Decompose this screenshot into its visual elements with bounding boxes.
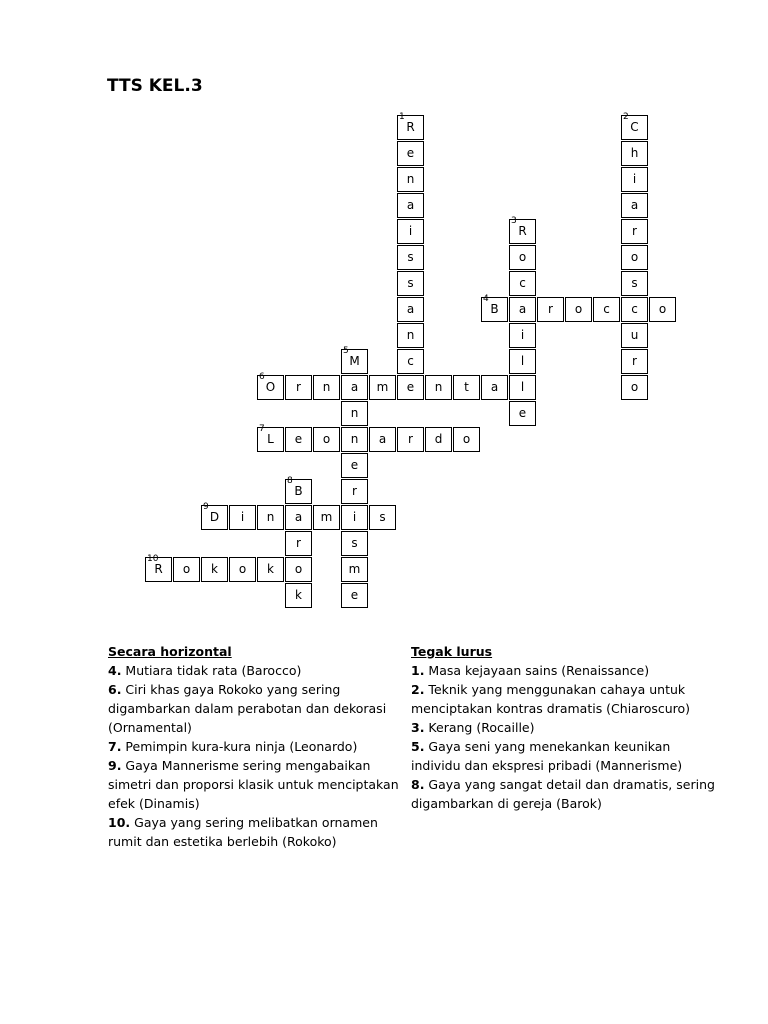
grid-cell (341, 346, 368, 374)
grid-cell (369, 427, 396, 452)
cell-letter: o (658, 302, 667, 316)
clue-text: Pemimpin kura-kura ninja (Leonardo) (121, 739, 358, 754)
grid-cell (341, 375, 368, 400)
grid-cell (341, 583, 368, 608)
grid-cell (285, 531, 312, 556)
grid-cell (621, 349, 648, 374)
cell-letter: m (320, 510, 333, 524)
clue-text: Gaya Mannerisme sering mengabaikan simetri dan proporsi klasik untuk menciptakan efek (Dinamis) (108, 758, 399, 811)
clue-number: 2. (411, 682, 425, 697)
grid-cell (509, 245, 536, 270)
clue-number: 1. (411, 663, 425, 678)
cell-number: 1 (399, 112, 405, 122)
cell-letter: B (490, 302, 499, 316)
grid-cell (313, 505, 340, 530)
grid-cell (341, 453, 368, 478)
grid-cell (621, 271, 648, 296)
grid-cell (509, 349, 536, 374)
cell-letter: i (240, 510, 245, 524)
clue-number: 5. (411, 739, 425, 754)
cell-letter: o (630, 380, 639, 394)
cell-letter: r (632, 354, 637, 368)
grid-cell (537, 297, 564, 322)
grid-cell (229, 505, 256, 530)
cell-letter: n (434, 380, 443, 394)
grid-cell (509, 323, 536, 348)
grid-cell (397, 427, 424, 452)
cell-number: 10 (147, 554, 159, 564)
cell-letter: n (406, 172, 415, 186)
cell-letter: r (296, 380, 301, 394)
grid-cell (397, 271, 424, 296)
cell-letter: i (352, 510, 357, 524)
grid-cell (425, 427, 452, 452)
grid-cell (285, 476, 312, 504)
cell-letter: D (209, 510, 220, 524)
grid-cell (397, 297, 424, 322)
grid-cell (621, 245, 648, 270)
cell-number: 5 (343, 346, 349, 356)
grid-cell (509, 271, 536, 296)
clue-down-5 (411, 737, 721, 775)
cell-letter: m (376, 380, 389, 394)
grid-cell (397, 375, 424, 400)
cell-letter: r (408, 432, 413, 446)
clue-down-1 (411, 661, 721, 680)
clue-text: Gaya yang sangat detail dan dramatis, sering digambarkan di gereja (Barok) (411, 777, 715, 811)
grid-cell (621, 193, 648, 218)
grid-cell (481, 375, 508, 400)
grid-cell (621, 112, 648, 140)
grid-cell (369, 505, 396, 530)
grid-cell (341, 401, 368, 426)
grid-cell (593, 297, 620, 322)
grid-cell (257, 372, 284, 400)
grid-cell (453, 427, 480, 452)
cell-letter: d (434, 432, 443, 446)
grid-cell (397, 219, 424, 244)
grid-cell (397, 349, 424, 374)
grid-cell (397, 167, 424, 192)
grid-cell (621, 297, 648, 322)
grid-cell (341, 505, 368, 530)
cell-letter: s (351, 536, 358, 550)
cell-letter: k (211, 562, 218, 576)
grid-cell (257, 424, 284, 452)
cell-letter: o (462, 432, 471, 446)
cell-letter: t (464, 380, 469, 394)
grid-cell (397, 323, 424, 348)
cell-letter: a (518, 302, 527, 316)
grid-cell (509, 401, 536, 426)
grid-cell (173, 557, 200, 582)
cell-letter: i (632, 172, 637, 186)
cell-letter: l (520, 380, 525, 394)
grid-cell (285, 375, 312, 400)
cell-number: 7 (259, 424, 265, 434)
grid-cell (509, 216, 536, 244)
clue-number: 10. (108, 815, 131, 830)
clue-down-3 (411, 718, 721, 737)
grid-cell (425, 375, 452, 400)
grid-cell (397, 141, 424, 166)
cell-letter: R (518, 224, 527, 238)
cell-letter: o (322, 432, 331, 446)
grid-cell (621, 141, 648, 166)
cell-letter: s (631, 276, 638, 290)
cell-letter: k (295, 588, 302, 602)
cell-letter: c (603, 302, 610, 316)
cell-letter: a (406, 198, 415, 212)
grid-cell (257, 557, 284, 582)
cell-letter: c (407, 354, 414, 368)
cell-letter: n (350, 432, 359, 446)
grid-cell (621, 219, 648, 244)
grid-cell (313, 375, 340, 400)
cell-letter: a (630, 198, 639, 212)
grid-cell (565, 297, 592, 322)
cell-letter: c (519, 276, 526, 290)
grid-cell (397, 245, 424, 270)
cell-letter: e (406, 146, 415, 160)
clue-number: 9. (108, 758, 122, 773)
cell-letter: r (548, 302, 553, 316)
clue-text: Teknik yang menggunakan cahaya untuk menciptakan kontras dramatis (Chiaroscuro) (411, 682, 691, 716)
vertical-heading: Tegak lurus (411, 644, 493, 659)
cell-letter: o (518, 250, 527, 264)
cell-number: 4 (483, 294, 489, 304)
cell-letter: n (350, 406, 359, 420)
grid-cell (649, 297, 676, 322)
grid-cell (229, 557, 256, 582)
cell-letter: C (630, 120, 639, 134)
grid-cell (481, 294, 508, 322)
cell-letter: a (294, 510, 303, 524)
grid-cell (201, 557, 228, 582)
cell-letter: n (266, 510, 275, 524)
clue-across-9 (108, 756, 408, 813)
cell-letter: a (350, 380, 359, 394)
cell-letter: e (518, 406, 527, 420)
horizontal-clues (108, 642, 408, 851)
grid-cell (397, 193, 424, 218)
cell-letter: u (630, 328, 639, 342)
cell-letter: L (267, 432, 274, 446)
grid-cell (285, 557, 312, 582)
cell-letter: e (406, 380, 415, 394)
grid-cell (201, 502, 228, 530)
cell-letter: r (296, 536, 301, 550)
clue-number: 3. (411, 720, 425, 735)
cell-letter: o (182, 562, 191, 576)
cell-letter: s (407, 250, 414, 264)
grid-cell (313, 427, 340, 452)
clue-number: 4. (108, 663, 122, 678)
cell-letter: M (349, 354, 360, 368)
cell-letter: o (630, 250, 639, 264)
clue-across-4 (108, 661, 408, 680)
grid-cell (285, 505, 312, 530)
cell-letter: o (294, 562, 303, 576)
cell-letter: h (630, 146, 639, 160)
clue-text: Masa kejayaan sains (Renaissance) (424, 663, 650, 678)
cell-letter: k (267, 562, 274, 576)
page-title: TTS KEL.3 (107, 76, 203, 96)
grid-cell (621, 323, 648, 348)
cell-number: 9 (203, 502, 209, 512)
cell-letter: o (574, 302, 583, 316)
grid-cell (453, 375, 480, 400)
cell-number: 6 (259, 372, 265, 382)
clue-number: 8. (411, 777, 425, 792)
grid-cell (621, 375, 648, 400)
grid-cell (285, 583, 312, 608)
cell-number: 8 (287, 476, 293, 486)
grid-cell (369, 375, 396, 400)
cell-letter: n (406, 328, 415, 342)
cell-letter: B (294, 484, 303, 498)
cell-letter: s (379, 510, 386, 524)
clue-text: Mutiara tidak rata (Barocco) (121, 663, 302, 678)
grid-cell (341, 531, 368, 556)
grid-cell (341, 557, 368, 582)
clue-text: Gaya yang sering melibatkan ornamen rumit dan estetika berlebih (Rokoko) (108, 815, 378, 849)
grid-cell (509, 375, 536, 400)
clue-across-6 (108, 680, 408, 737)
cell-letter: R (154, 562, 163, 576)
clue-text: Gaya seni yang menekankan keunikan individu dan ekspresi pribadi (Mannerisme) (411, 739, 683, 773)
clue-down-8 (411, 775, 721, 813)
cell-letter: n (322, 380, 331, 394)
cell-letter: r (352, 484, 357, 498)
cell-letter: m (348, 562, 361, 576)
grid-cell (509, 297, 536, 322)
cell-letter: a (490, 380, 499, 394)
cell-letter: i (520, 328, 525, 342)
cell-letter: i (408, 224, 413, 238)
clue-across-10 (108, 813, 408, 851)
horizontal-heading: Secara horizontal (108, 644, 232, 659)
grid-cell (341, 427, 368, 452)
clue-text: Kerang (Rocaille) (424, 720, 535, 735)
grid-cell (257, 505, 284, 530)
cell-letter: e (294, 432, 303, 446)
clue-across-7 (108, 737, 408, 756)
grid-cell (145, 554, 172, 582)
clue-down-2 (411, 680, 721, 718)
cell-letter: s (407, 276, 414, 290)
cell-letter: e (350, 588, 359, 602)
vertical-clues (411, 642, 721, 813)
grid-cell (397, 112, 424, 140)
cell-letter: r (632, 224, 637, 238)
clue-number: 7. (108, 739, 122, 754)
clue-text: Ciri khas gaya Rokoko yang sering digambarkan dalam perabotan dan dekorasi (Ornamental) (108, 682, 387, 735)
grid-cell (341, 479, 368, 504)
cell-letter: a (406, 302, 415, 316)
cell-letter: O (265, 380, 276, 394)
clue-number: 6. (108, 682, 122, 697)
grid-cell (285, 427, 312, 452)
cell-letter: R (406, 120, 415, 134)
grid-cell (621, 167, 648, 192)
cell-number: 3 (511, 216, 517, 226)
cell-letter: o (238, 562, 247, 576)
cell-letter: l (520, 354, 525, 368)
cell-letter: a (378, 432, 387, 446)
cell-number: 2 (623, 112, 629, 122)
cell-letter: e (350, 458, 359, 472)
cell-letter: c (631, 302, 638, 316)
